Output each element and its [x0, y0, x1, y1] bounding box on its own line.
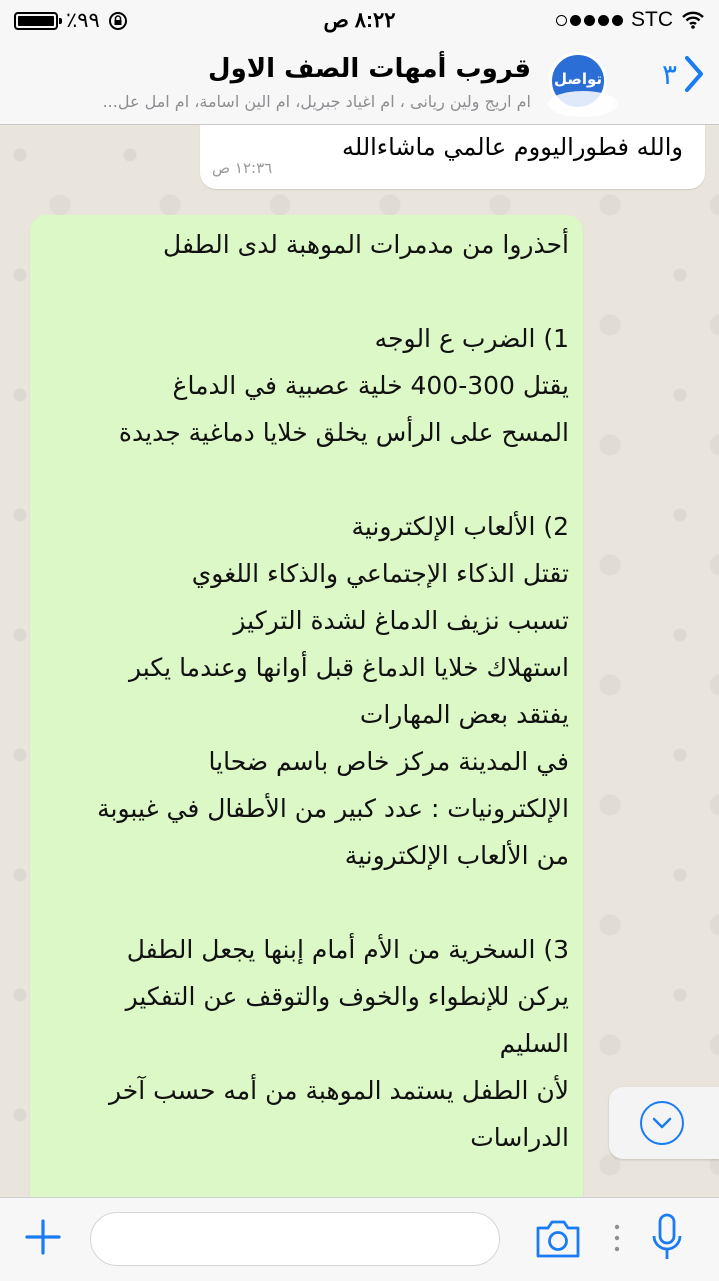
outgoing-message[interactable]: [30, 215, 583, 1215]
camera-icon[interactable]: [534, 1216, 582, 1260]
avatar-text: تواصل: [553, 70, 603, 88]
message-line: لأن الطفل يستمد الموهبة من أمه حسب آخر: [109, 1076, 569, 1105]
group-members[interactable]: ام اريج ولين ريانى ، ام اغياد جبريل، ام الين اسامة، ام امل عل...: [102, 92, 531, 111]
carrier-name: STC: [631, 8, 673, 31]
mic-icon[interactable]: [650, 1212, 684, 1264]
message-input[interactable]: [90, 1212, 500, 1266]
message-line: يقتل 300-400 خلية عصبية في الدماغ: [172, 371, 569, 400]
scroll-to-bottom-button[interactable]: [609, 1087, 719, 1159]
back-button[interactable]: [662, 54, 705, 94]
group-title[interactable]: قروب أمهات الصف الاول: [208, 54, 531, 84]
message-line: 2) الألعاب الإلكترونية: [351, 512, 569, 541]
message-line: [39, 456, 569, 503]
message-line: [39, 268, 569, 315]
message-line: الإلكترونيات : عدد كبير من الأطفال في غيبوبة: [97, 794, 569, 823]
plus-icon[interactable]: [24, 1218, 62, 1256]
message-line: 1) الضرب ع الوجه: [374, 324, 569, 353]
status-time: ٨:٢٢ ص: [323, 9, 396, 32]
message-line: في المدينة مركز خاص باسم ضحايا: [208, 747, 569, 776]
message-line: يركن للإنطواء والخوف والتوقف عن التفكير: [125, 982, 569, 1011]
more-options-icon[interactable]: [612, 1222, 622, 1254]
wifi-icon: [681, 11, 705, 29]
message-body: [39, 221, 569, 1255]
message-line: الدراسات: [470, 1123, 569, 1152]
group-avatar[interactable]: [549, 52, 607, 110]
message-line: 3) السخرية من الأم أمام إبنها يجعل الطفل: [126, 935, 569, 964]
input-bar: [0, 1197, 719, 1281]
message-line: تقتل الذكاء الإجتماعي والذكاء اللغوي: [191, 559, 569, 588]
status-bar: [0, 0, 719, 40]
message-line: المسح على الرأس يخلق خلايا دماغية جديدة: [118, 418, 569, 447]
scroll-down-icon: [640, 1101, 684, 1145]
message-line: تسبب نزيف الدماغ لشدة التركيز: [233, 606, 569, 635]
incoming-message-text: والله فطوراليووم عالمي ماشاءالله: [342, 133, 683, 161]
unread-count: ٣: [661, 57, 677, 91]
battery-percent: ٪٩٩: [66, 9, 100, 32]
status-right: [553, 8, 705, 32]
message-line: أحذروا من مدمرات الموهبة لدى الطفل: [163, 230, 569, 259]
message-line: السليم: [499, 1029, 569, 1058]
signal-dots-icon: [553, 8, 623, 32]
message-line: من الألعاب الإلكترونية: [344, 841, 569, 870]
chat-header: [0, 40, 719, 125]
message-line: [39, 879, 569, 926]
incoming-message[interactable]: [200, 125, 705, 189]
incoming-message-time: ١٢:٣٦ ص: [212, 159, 273, 177]
message-line: يفتقد بعض المهارات: [359, 700, 569, 729]
back-chevron-icon: [683, 54, 705, 94]
chat-area[interactable]: [0, 125, 719, 1197]
message-line: استهلاك خلايا الدماغ قبل أوانها وعندما يكبر: [129, 653, 569, 682]
